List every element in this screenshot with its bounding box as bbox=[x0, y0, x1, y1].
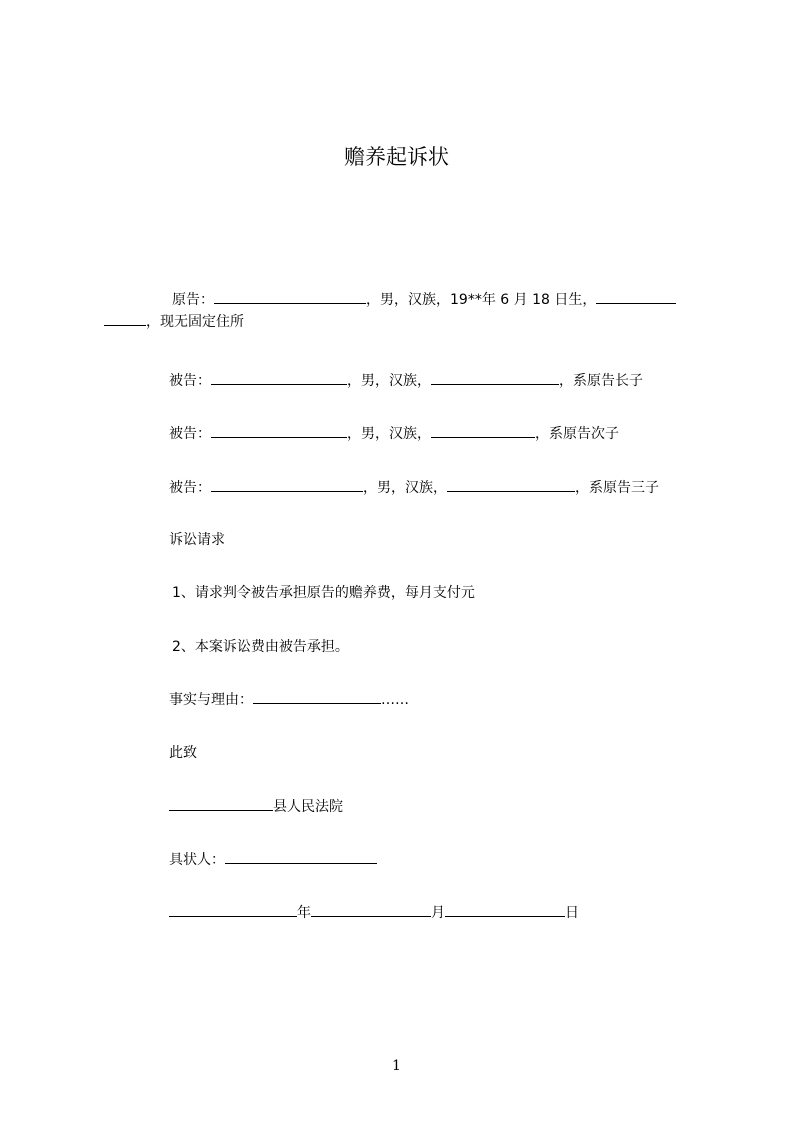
court-line bbox=[169, 796, 343, 818]
plaintiff-address-blank-cont[interactable] bbox=[104, 311, 146, 326]
defendant-details: ，男，汉族， bbox=[363, 480, 447, 496]
plaintiff-address-blank[interactable] bbox=[596, 289, 676, 304]
defendant-relation: ，系原告次子 bbox=[535, 426, 619, 442]
claim-item-1: 1、请求判令被告承担原告的赡养费，每月支付元 bbox=[172, 585, 475, 601]
defendant-details: ，男，汉族， bbox=[347, 373, 431, 389]
court-name: 县人民法院 bbox=[273, 799, 343, 815]
defendant-info-blank[interactable] bbox=[447, 477, 575, 492]
facts-blank[interactable] bbox=[253, 689, 381, 704]
defendant-line-2 bbox=[169, 423, 619, 445]
date-line bbox=[169, 902, 579, 924]
defendant-label: 被告： bbox=[169, 373, 211, 389]
plaintiff-paragraph bbox=[104, 289, 704, 333]
defendant-info-blank[interactable] bbox=[431, 370, 559, 385]
year-blank[interactable] bbox=[169, 902, 297, 917]
claims-heading: 诉讼请求 bbox=[169, 532, 225, 548]
defendant-name-blank[interactable] bbox=[211, 423, 347, 438]
plaintiff-details: ，男，汉族，19**年 6 月 18 日生， bbox=[366, 292, 597, 308]
defendant-relation: ，系原告三子 bbox=[575, 480, 659, 496]
facts-line bbox=[169, 689, 409, 711]
month-label: 月 bbox=[431, 905, 445, 921]
defendant-label: 被告： bbox=[169, 426, 211, 442]
day-blank[interactable] bbox=[445, 902, 565, 917]
defendant-line-1 bbox=[169, 370, 643, 392]
defendant-name-blank[interactable] bbox=[211, 370, 347, 385]
defendant-relation: ，系原告长子 bbox=[559, 373, 643, 389]
defendant-label: 被告： bbox=[169, 480, 211, 496]
facts-ellipsis: …… bbox=[381, 692, 409, 708]
day-label: 日 bbox=[565, 905, 579, 921]
court-blank[interactable] bbox=[169, 796, 273, 811]
signer-blank[interactable] bbox=[225, 849, 377, 864]
defendant-name-blank[interactable] bbox=[211, 477, 363, 492]
year-label: 年 bbox=[297, 905, 311, 921]
defendant-info-blank[interactable] bbox=[431, 423, 535, 438]
plaintiff-name-blank[interactable] bbox=[214, 289, 366, 304]
facts-label: 事实与理由： bbox=[169, 692, 253, 708]
plaintiff-residence: ，现无固定住所 bbox=[146, 314, 244, 330]
signer-line bbox=[169, 849, 377, 871]
signer-label: 具状人： bbox=[169, 852, 225, 868]
claim-item-2: 2、本案诉讼费由被告承担。 bbox=[172, 639, 349, 655]
plaintiff-label: 原告： bbox=[172, 292, 214, 308]
document-title: 赡养起诉状 bbox=[344, 145, 449, 169]
defendant-details: ，男，汉族， bbox=[347, 426, 431, 442]
salutation: 此致 bbox=[169, 745, 197, 761]
defendant-line-3 bbox=[169, 477, 659, 499]
page-number: 1 bbox=[392, 1058, 401, 1074]
month-blank[interactable] bbox=[311, 902, 431, 917]
